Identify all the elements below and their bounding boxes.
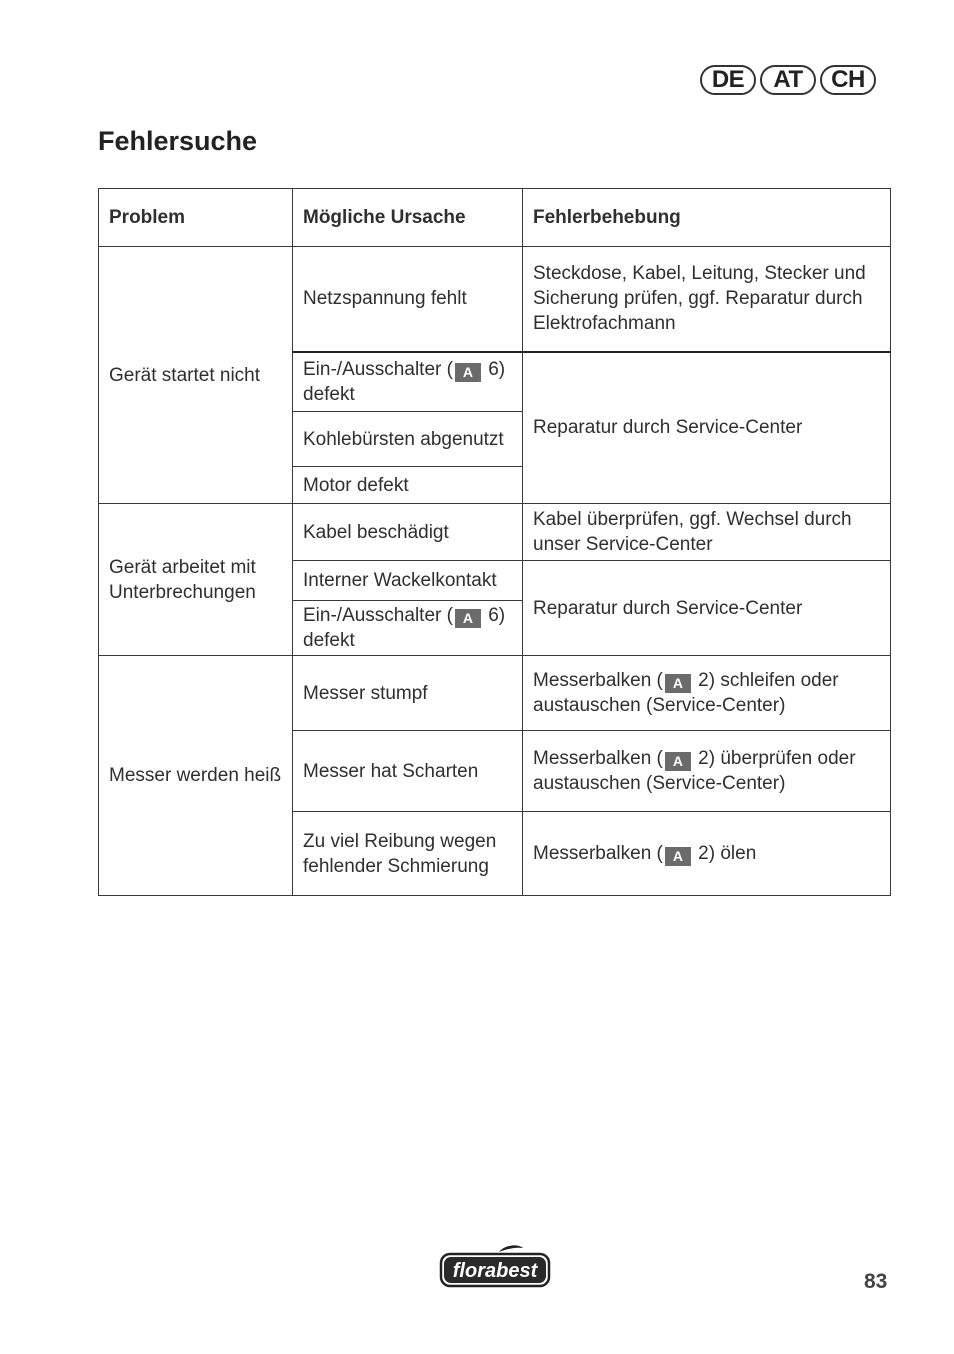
page-number: 83 (864, 1270, 888, 1293)
table-header-row (99, 189, 891, 247)
figure-ref-badge: A (455, 363, 481, 382)
country-badge-at: AT (760, 65, 816, 95)
cause-text: 6) defekt (303, 358, 506, 405)
remedy-cell (523, 731, 891, 812)
remedy-cell: Reparatur durch Service-Center (523, 561, 891, 656)
remedy-text: Messerbalken ( (533, 670, 663, 691)
country-badges (700, 65, 876, 95)
figure-ref-badge: A (665, 847, 691, 866)
cause-cell: Messer hat Scharten (293, 731, 523, 812)
header-problem: Problem (99, 189, 293, 247)
table-row (99, 247, 891, 352)
remedy-text: 2) schleifen oder austauschen (Service-Center) (533, 670, 839, 716)
cause-text: Ein-/Ausschalter ( (303, 358, 453, 380)
remedy-text: 2) ölen (692, 843, 757, 864)
problem-cell: Gerät startet nicht (99, 247, 293, 504)
troubleshooting-table (98, 188, 891, 896)
cause-cell: Messer stumpf (293, 656, 523, 731)
figure-ref-badge: A (665, 752, 691, 771)
problem-cell: Gerät arbeitet mit Unterbrechungen (99, 504, 293, 656)
cause-cell (293, 352, 523, 412)
header-cause: Mögliche Ursache (293, 189, 523, 247)
cause-cell: Netzspannung fehlt (293, 247, 523, 352)
cause-cell: Motor defekt (293, 467, 523, 504)
cause-cell: Kohlebürsten abgenutzt (293, 412, 523, 467)
header-remedy: Fehlerbehebung (523, 189, 891, 247)
figure-ref-badge: A (455, 609, 481, 628)
remedy-cell (523, 812, 891, 896)
florabest-logo (439, 1244, 551, 1295)
cause-cell: Interner Wackelkontakt (293, 561, 523, 601)
remedy-text: Messerbalken ( (533, 843, 663, 864)
cause-cell (293, 601, 523, 656)
page-title: Fehlersuche (98, 126, 258, 156)
cause-text: 6) defekt (303, 605, 506, 651)
cause-text: Ein-/Ausschalter ( (303, 605, 453, 626)
remedy-text: Messerbalken ( (533, 748, 663, 769)
logo-text: florabest (452, 1260, 538, 1282)
florabest-logo-graphic (439, 1244, 551, 1290)
cause-cell: Zu viel Reibung wegen fehlender Schmierung (293, 812, 523, 896)
problem-cell: Messer werden heiß (99, 656, 293, 896)
cause-cell: Kabel beschädigt (293, 504, 523, 561)
figure-ref-badge: A (665, 674, 691, 693)
table-row (99, 504, 891, 561)
country-badge-de: DE (700, 65, 756, 95)
remedy-cell: Steckdose, Kabel, Leitung, Stecker und Sicherung prüfen, ggf. Reparatur durch Elektrofachmann (523, 247, 891, 352)
country-badge-ch: CH (820, 65, 876, 95)
remedy-cell: Kabel überprüfen, ggf. Wechsel durch unser Service-Center (523, 504, 891, 561)
table-row (99, 656, 891, 731)
remedy-text: 2) überprüfen oder austauschen (Service-Center) (533, 748, 856, 794)
remedy-cell: Reparatur durch Service-Center (523, 352, 891, 504)
remedy-cell (523, 656, 891, 731)
